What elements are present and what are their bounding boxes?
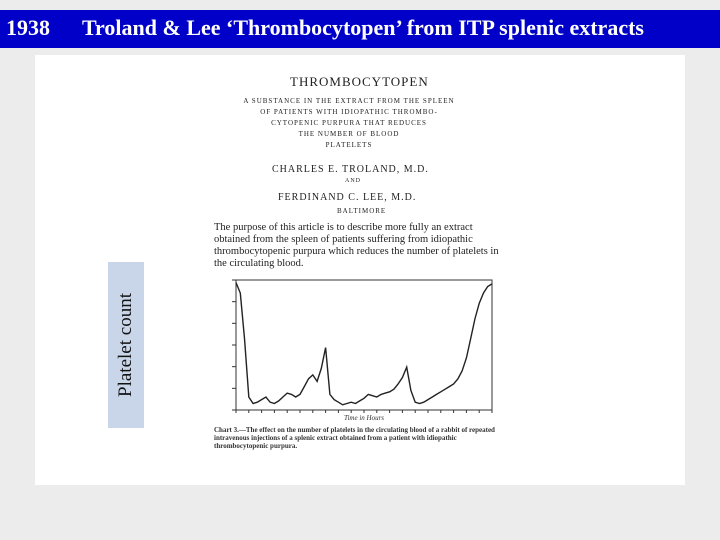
abstract-line: OF PATIENTS WITH IDIOPATHIC THROMBO- [260,108,438,116]
author-and: AND [345,178,361,184]
x-axis-label: Time in Hours [343,414,385,422]
abstract-line: CYTOPENIC PURPURA THAT REDUCES [271,119,427,127]
slide-title: Troland & Lee ‘Thrombocytopen’ from ITP splenic extracts [82,15,644,40]
author-city: BALTIMORE [337,207,387,215]
article-heading: THROMBOCYTOPEN [290,74,429,89]
platelet-chart [210,272,500,422]
y-axis-label: Platelet count [115,293,136,397]
article-intro: The purpose of this article is to describe more fully an extract obtained from the spleen of patients suffering from idiopathic thrombocytopenic purpura which reduces the number of platelets in the circulating blood. [214,222,499,269]
article-abstract [214,96,484,151]
abstract-line: PLATELETS [325,141,373,149]
chart-caption: Chart 3.—The effect on the number of platelets in the circulating blood of a rabbit of repeated intravenous injections of a splenic extract obtained from a patient with idiopathic thrombocytopenic purpura. [214,426,495,450]
abstract-line: THE NUMBER OF BLOOD [298,130,400,138]
slide-year: 1938 [6,15,50,40]
chart-frame [236,280,492,410]
author-2: FERDINAND C. LEE, M.D. [278,192,417,203]
series-line [236,283,492,405]
author-1: CHARLES E. TROLAND, M.D. [272,164,429,175]
abstract-line: A SUBSTANCE IN THE EXTRACT FROM THE SPLEEN [243,97,455,105]
